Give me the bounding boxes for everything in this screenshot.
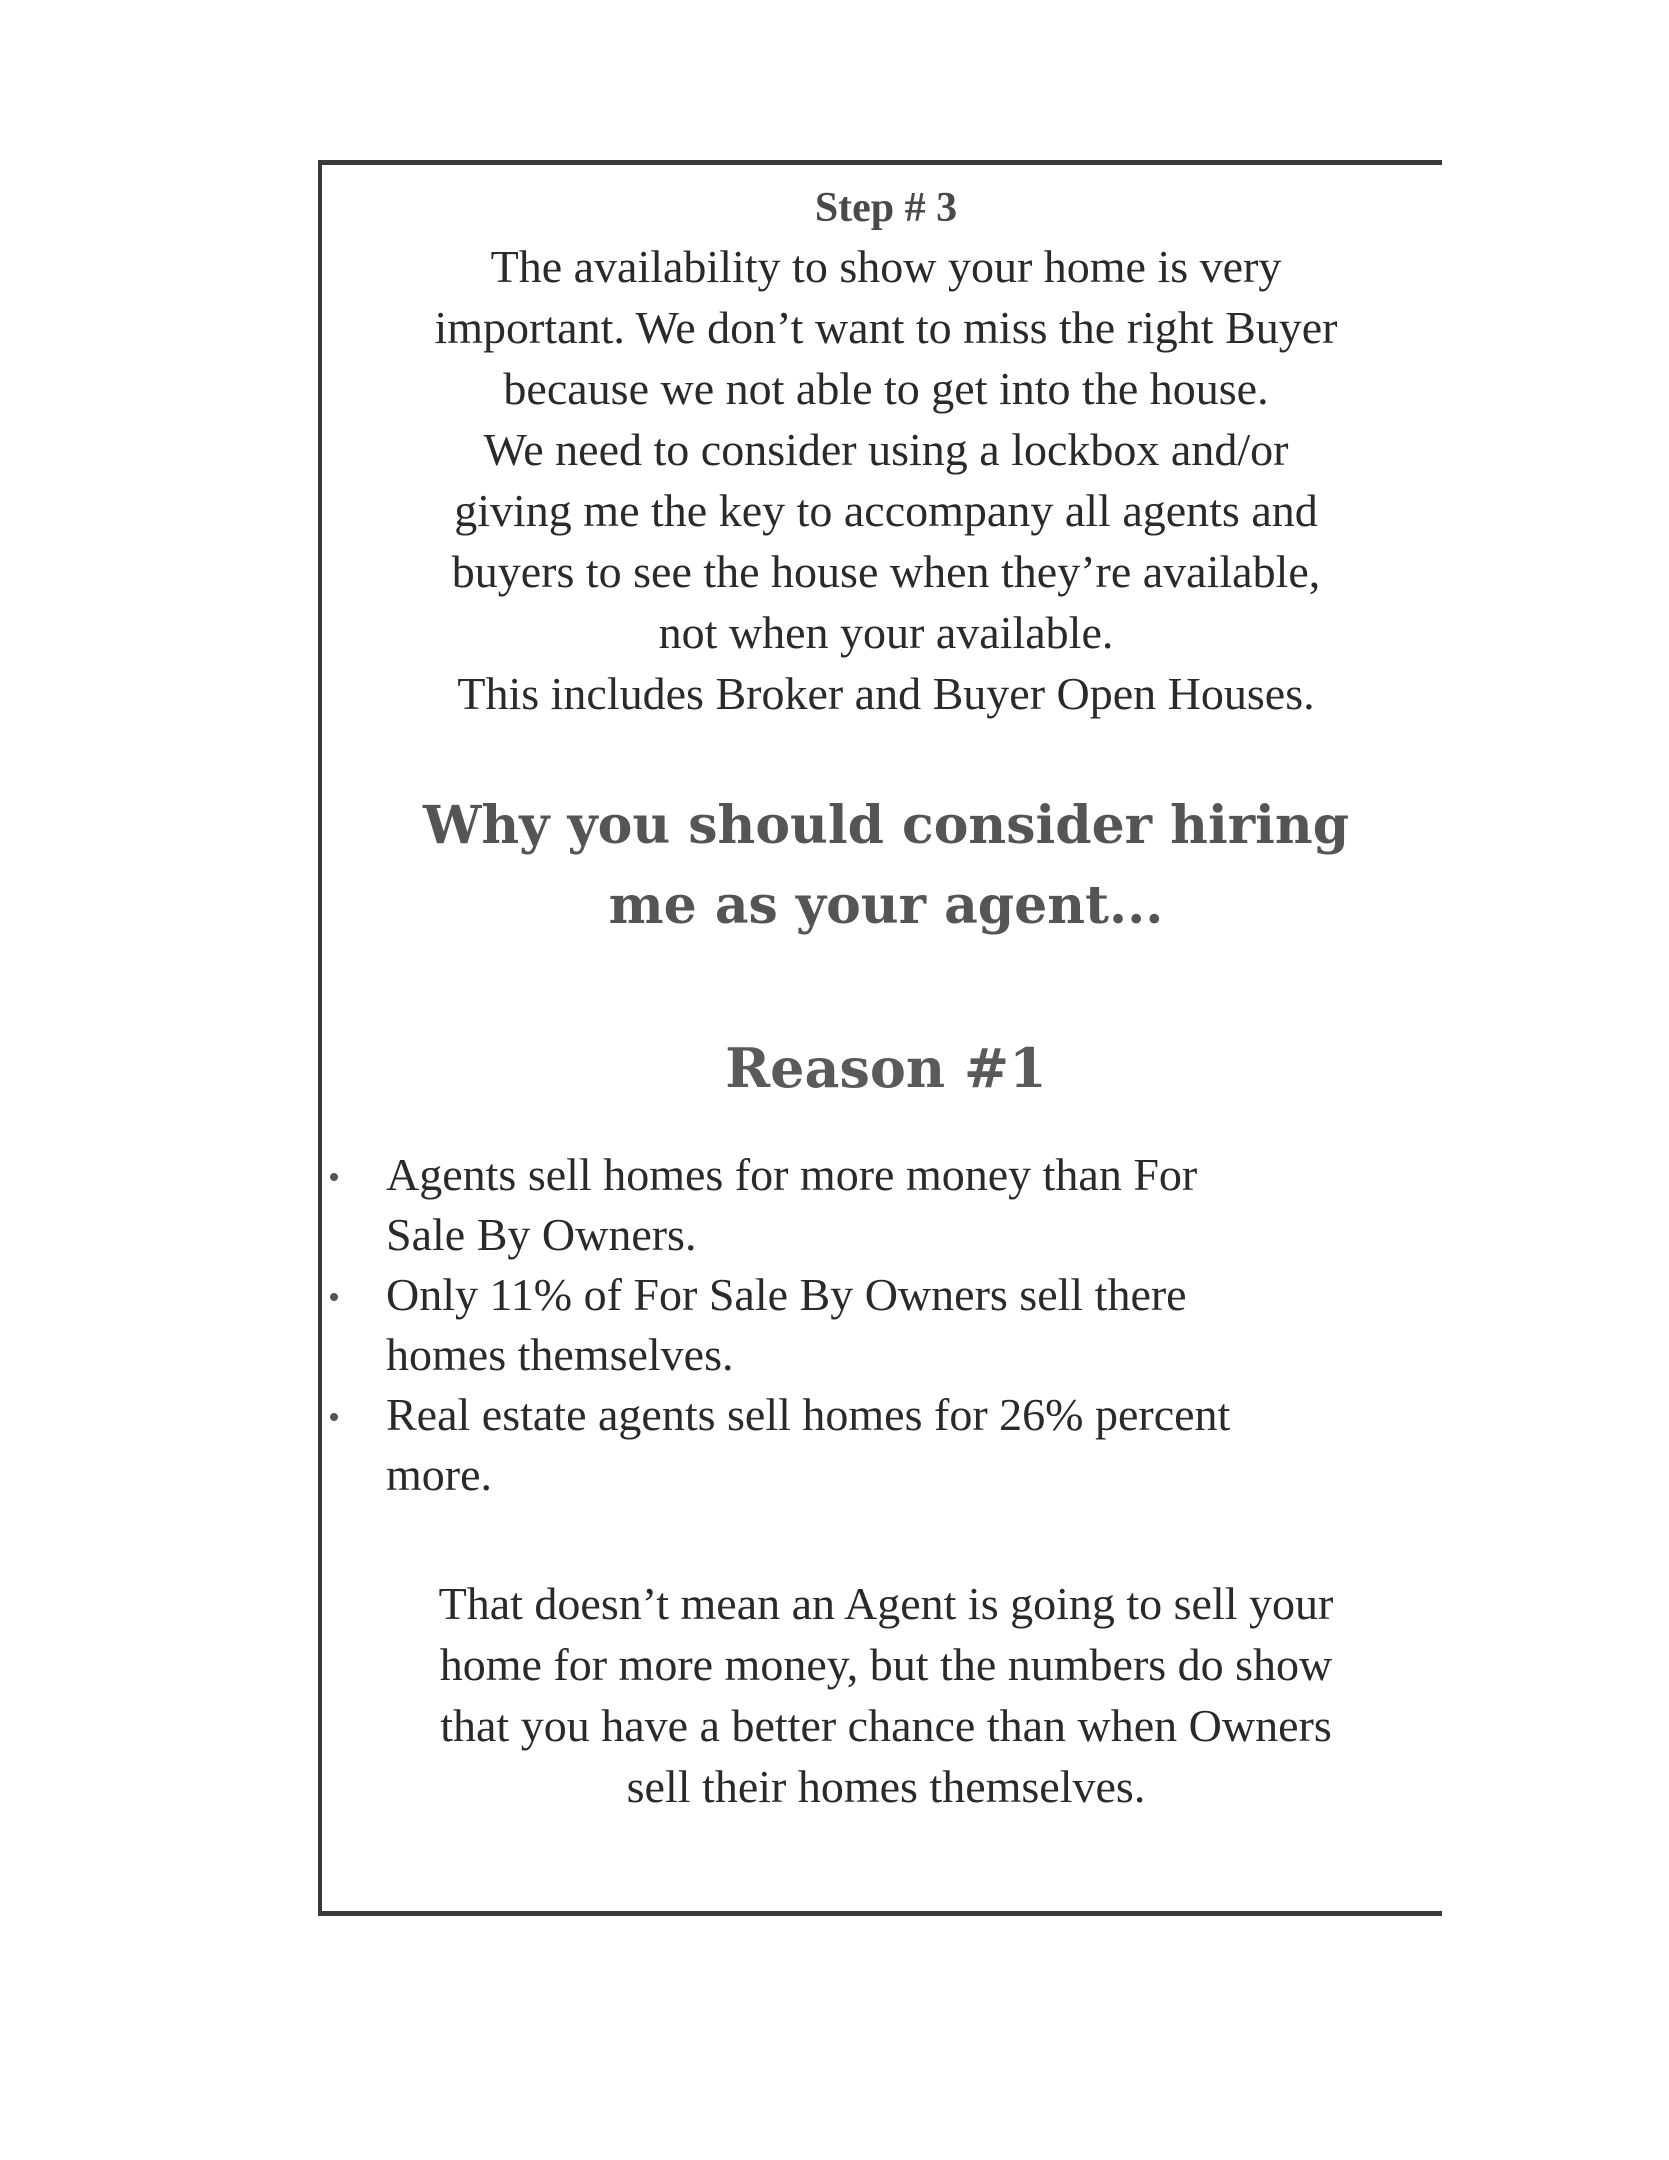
bullet-line: Agents sell homes for more money than For bbox=[386, 1149, 1198, 1200]
step-line: not when your available. bbox=[658, 607, 1114, 658]
reason-heading: Reason #1 bbox=[725, 1036, 1047, 1100]
reason-bullet-list bbox=[330, 1145, 1442, 1505]
closing-line: that you have a better chance than when Owners bbox=[440, 1700, 1332, 1751]
bullet-line: Real estate agents sell homes for 26% percent bbox=[386, 1389, 1231, 1440]
why-hire-heading-line: Why you should consider hiring bbox=[422, 795, 1350, 856]
why-hire-heading bbox=[330, 786, 1442, 946]
bullet-line: homes themselves. bbox=[386, 1329, 734, 1380]
step-paragraph bbox=[330, 236, 1442, 724]
bullet-icon bbox=[330, 1173, 338, 1181]
closing-line: That doesn’t mean an Agent is going to sell your bbox=[438, 1578, 1334, 1629]
bullet-icon bbox=[330, 1413, 338, 1421]
bullet-line: Only 11% of For Sale By Owners sell there bbox=[386, 1269, 1187, 1320]
bullet-line: more. bbox=[386, 1449, 493, 1500]
step-line: important. We don’t want to miss the right Buyer bbox=[434, 302, 1338, 353]
list-item bbox=[330, 1265, 1386, 1385]
bullet-icon bbox=[330, 1293, 338, 1301]
step-line: because we not able to get into the house. bbox=[503, 363, 1269, 414]
closing-line: sell their homes themselves. bbox=[626, 1761, 1146, 1812]
step-line: buyers to see the house when they’re available, bbox=[451, 546, 1321, 597]
step-title: Step # 3 bbox=[814, 185, 958, 231]
why-hire-heading-line: me as your agent... bbox=[608, 875, 1164, 936]
step-line: We need to consider using a lockbox and/or bbox=[483, 424, 1289, 475]
list-item bbox=[330, 1145, 1386, 1265]
closing-paragraph bbox=[330, 1573, 1442, 1817]
bullet-line: Sale By Owners. bbox=[386, 1209, 697, 1260]
step-line: giving me the key to accompany all agents and bbox=[454, 485, 1318, 536]
list-item bbox=[330, 1385, 1386, 1505]
closing-line: home for more money, but the numbers do show bbox=[439, 1639, 1333, 1690]
step-line: The availability to show your home is very bbox=[490, 241, 1282, 292]
step-line: This includes Broker and Buyer Open Houses. bbox=[457, 668, 1315, 719]
